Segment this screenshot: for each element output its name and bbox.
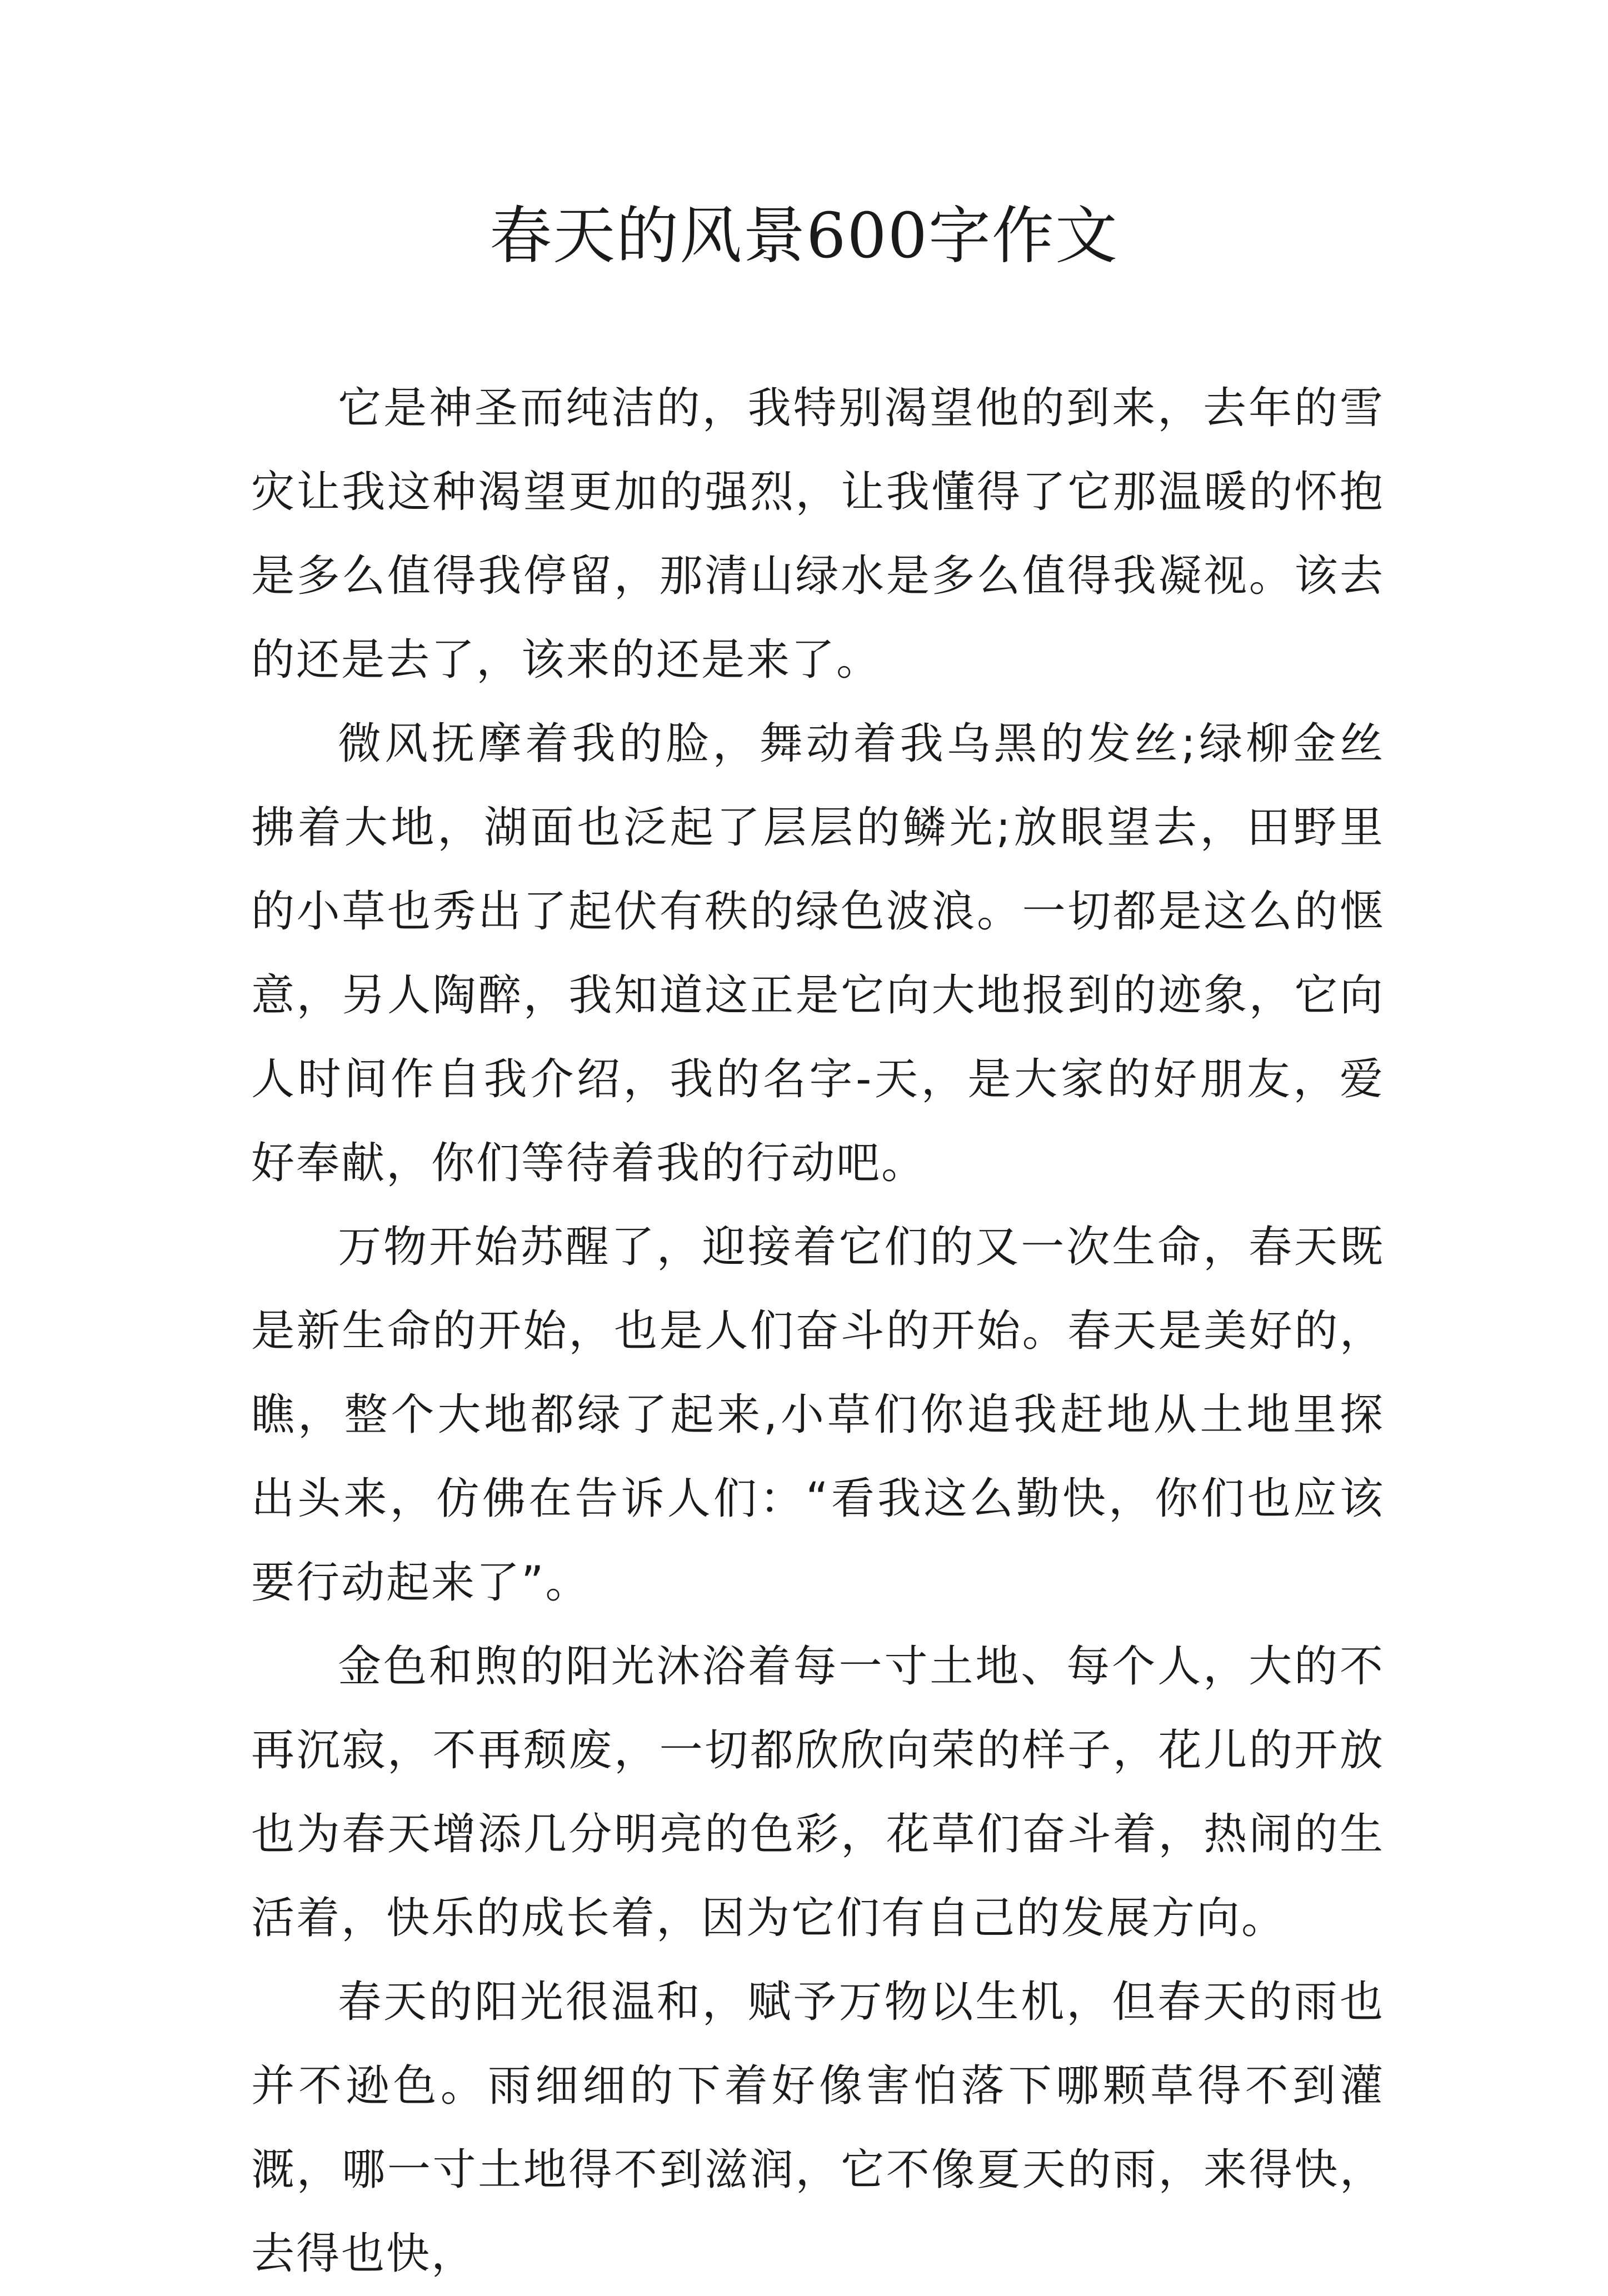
document-body [251,367,1385,2296]
paragraph: 它是神圣而纯洁的，我特别渴望他的到来，去年的雪灾让我这种渴望更加的强烈，让我懂得了它那温暖的怀抱是多么值得我停留，那清山绿水是多么值得我凝视。该去的还是去了，该来的还是来了。 [251,383,1385,685]
document-title: 春天的风景600字作文 [490,200,1118,272]
paragraph: 春天的阳光很温和，赋予万物以生机，但春天的雨也并不逊色。雨细细的下着好像害怕落下哪颗草得不到灌溉，哪一寸土地得不到滋润，它不像夏天的雨，来得快，去得也快， [251,1977,1385,2279]
paragraph: 微风抚摩着我的脸，舞动着我乌黑的发丝;绿柳金丝拂着大地，湖面也泛起了层层的鳞光;放眼望去，田野里的小草也秀出了起伏有秩的绿色波浪。一切都是这么的惬意，另人陶醉，我知道这正是它向大地报到的迹象，它向人时间作自我介绍，我的名字-天，是大家的好朋友，爱好奉献，你们等待着我的行动吧。 [251,719,1385,1188]
paragraph: 金色和煦的阳光沐浴着每一寸土地、每个人，大的不再沉寂，不再颓废，一切都欣欣向荣的样子，花儿的开放也为春天增添几分明亮的色彩，花草们奋斗着，热闹的生活着，快乐的成长着，因为它们有自己的发展方向。 [251,1642,1385,1943]
paragraph: 万物开始苏醒了，迎接着它们的又一次生命，春天既是新生命的开始，也是人们奋斗的开始。春天是美好的，瞧，整个大地都绿了起来,小草们你追我赶地从土地里探出头来，仿佛在告诉人们：“看我这么勤快，你们也应该要行动起来了”。 [251,1222,1385,1608]
